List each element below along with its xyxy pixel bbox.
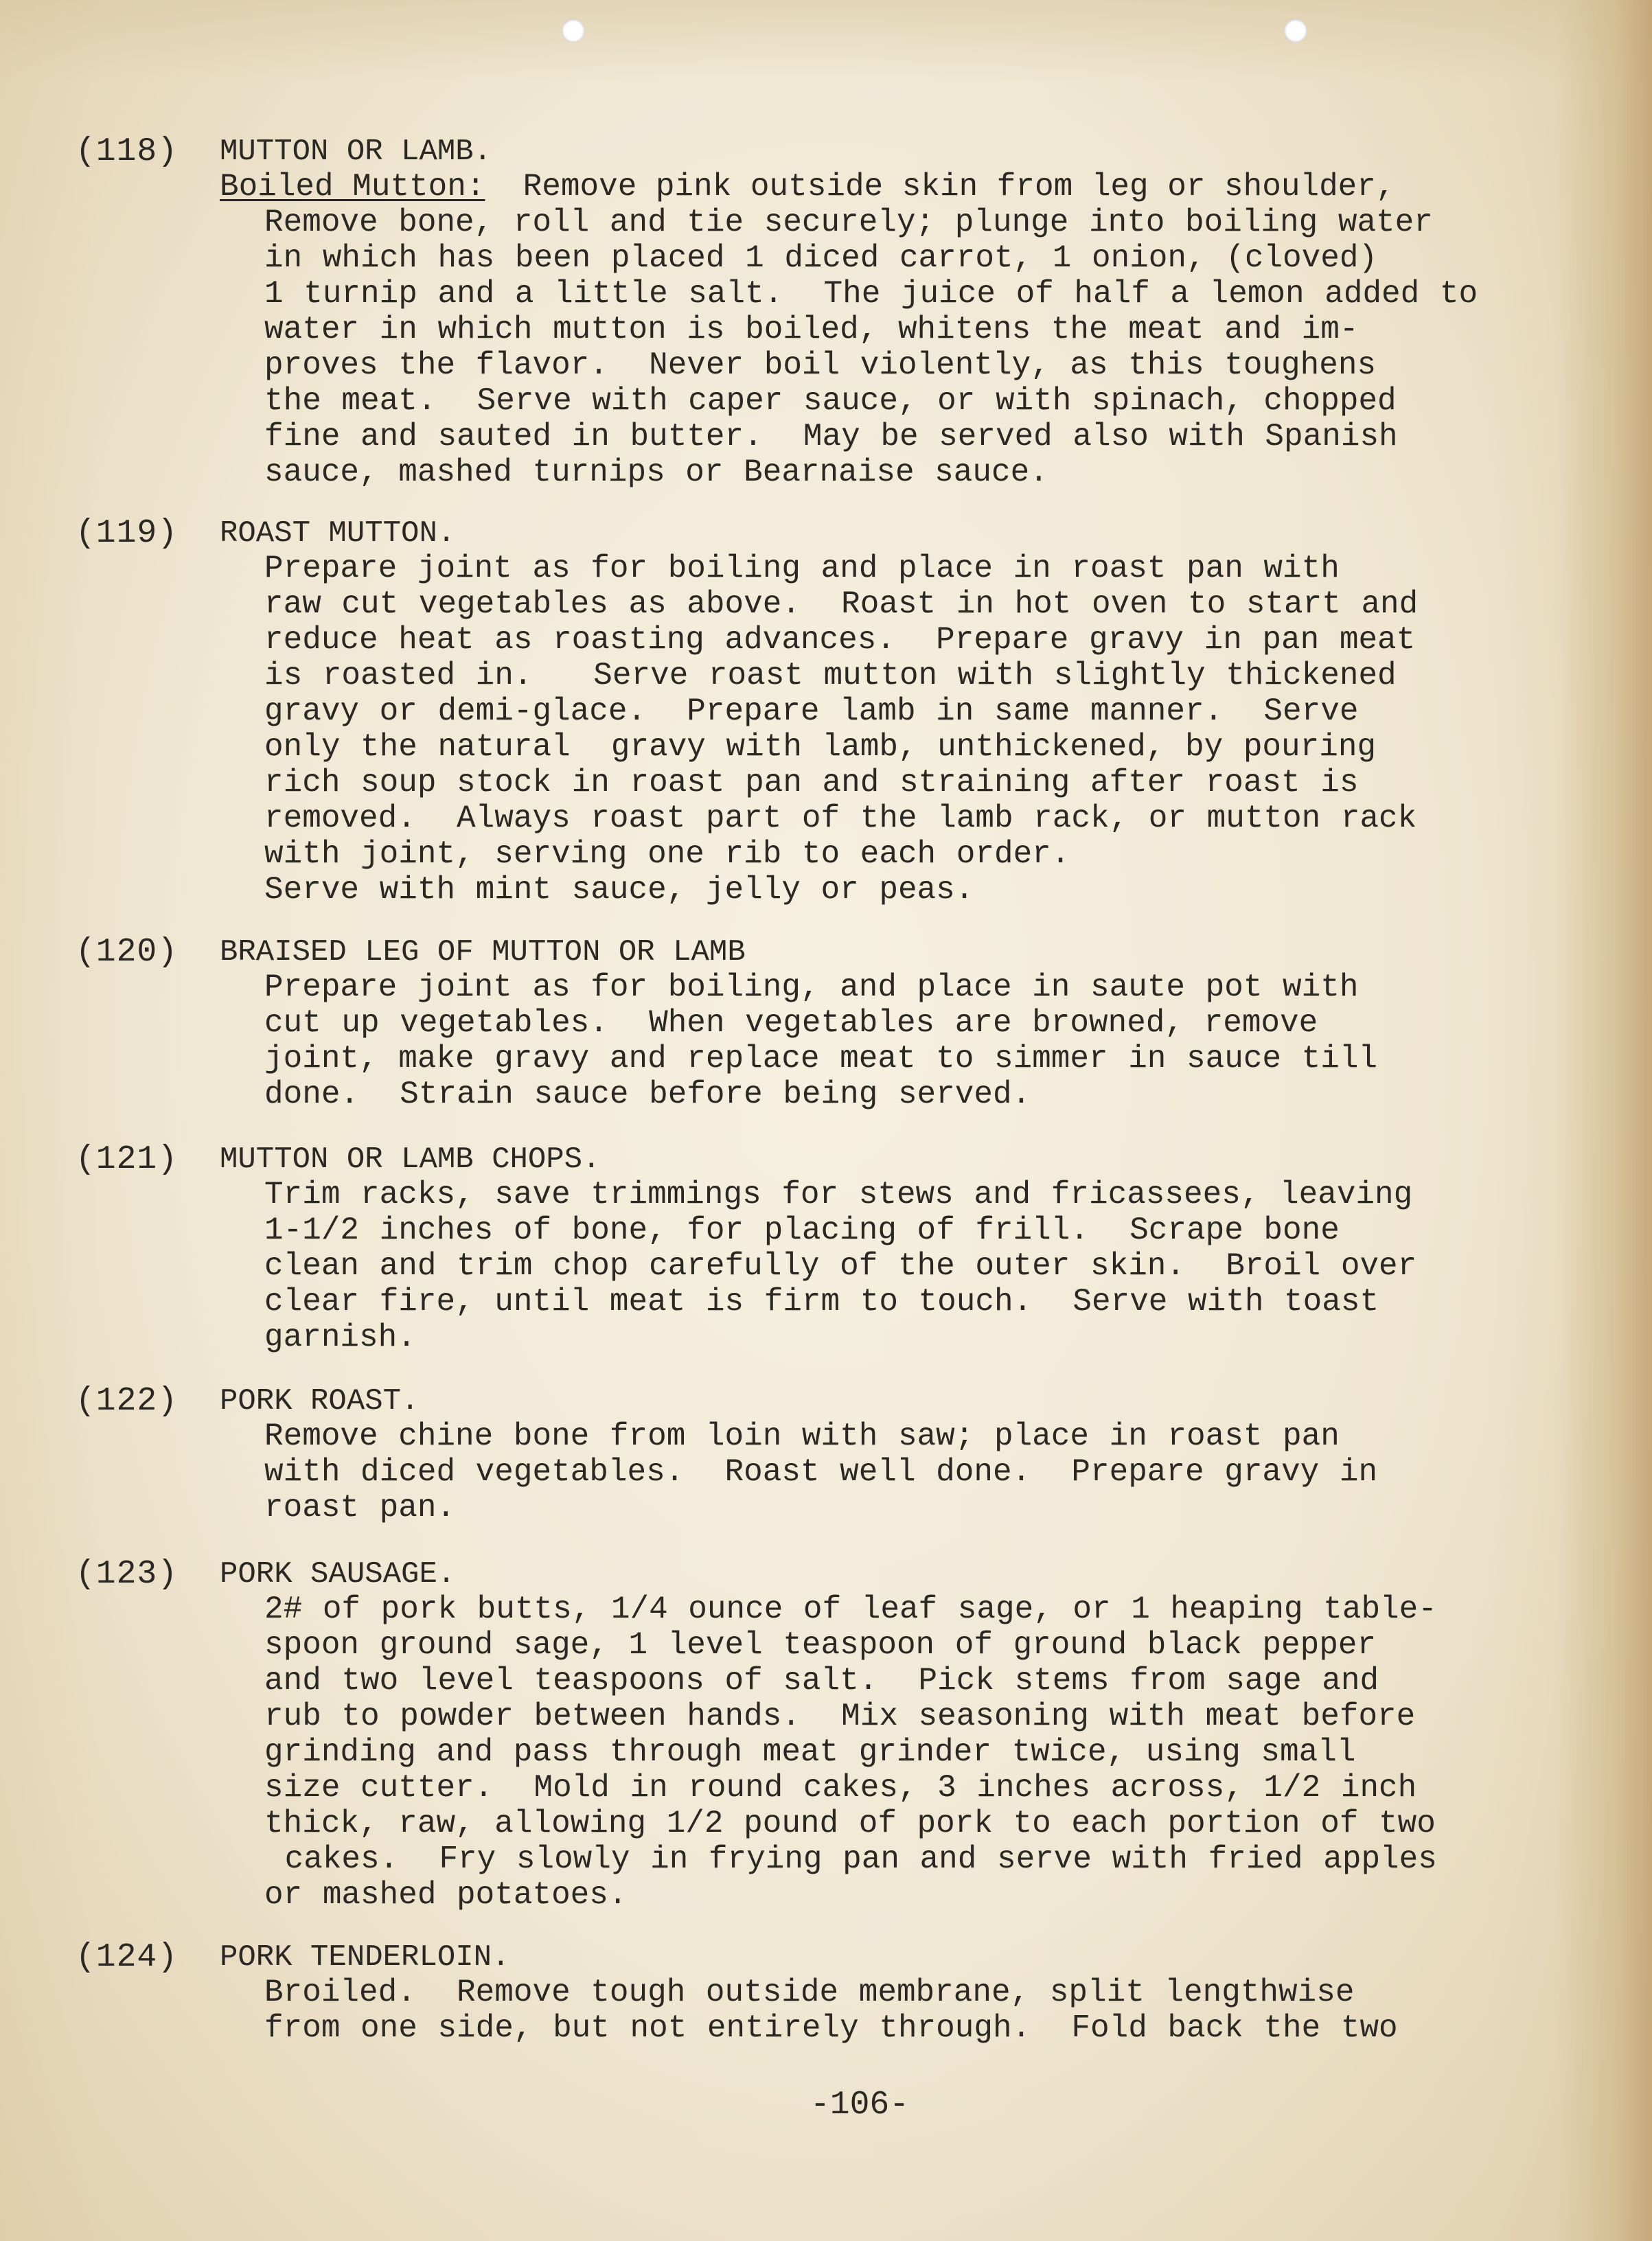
text-line: size cutter. Mold in round cakes, 3 inches across, 1/2 inch — [264, 1770, 1417, 1806]
text-line: done. Strain sauce before being served. — [264, 1077, 1031, 1112]
text-line: clean and trim chop carefully of the outer skin. Broil over — [264, 1248, 1417, 1284]
text-line: grinding and pass through meat grinder twice, using small — [264, 1734, 1356, 1770]
text-line: gravy or demi-glace. Prepare lamb in same manner. Serve — [264, 693, 1359, 729]
text-line: proves the flavor. Never boil violently, as this toughens — [264, 347, 1377, 383]
paper-top-stain — [0, 0, 1652, 82]
text-line: 1-1/2 inches of bone, for placing of frill. Scrape bone — [264, 1213, 1340, 1248]
text-line: or mashed potatoes. — [264, 1877, 628, 1913]
recipe-title: MUTTON OR LAMB. — [220, 135, 492, 169]
text-line: with joint, serving one rib to each order. — [264, 836, 1070, 872]
text-line: Prepare joint as for boiling and place in roast pan with — [264, 551, 1340, 586]
page-number: -106- — [810, 2087, 910, 2124]
text-line: removed. Always roast part of the lamb rack, or mutton rack — [264, 801, 1417, 836]
recipe-number: (124) — [76, 1939, 179, 1976]
text-line: 1 turnip and a little salt. The juice of half a lemon added to — [264, 276, 1478, 312]
recipe-title: PORK SAUSAGE. — [220, 1557, 456, 1591]
recipe-body — [264, 1591, 1555, 1913]
paper-edge-stain — [1556, 0, 1652, 2241]
recipe-body — [264, 1418, 1555, 1526]
text-line: clear fire, until meat is firm to touch. Serve with toast — [264, 1284, 1379, 1320]
text-line: reduce heat as roasting advances. Prepare gravy in pan meat — [264, 622, 1416, 658]
text-line: roast pan. — [264, 1490, 456, 1526]
recipe-body — [264, 969, 1555, 1112]
text-line: cut up vegetables. When vegetables are browned, remove — [264, 1005, 1318, 1041]
recipe-number: (119) — [76, 515, 179, 552]
text-line: Remove bone, roll and tie securely; plunge into boiling water — [264, 205, 1433, 240]
recipe-lead-text: Remove pink outside skin from leg or shoulder, — [485, 169, 1395, 205]
recipe-number: (120) — [76, 934, 179, 971]
text-line: only the natural gravy with lamb, unthickened, by pouring — [264, 729, 1377, 765]
recipe-number: (123) — [76, 1556, 179, 1593]
recipe-title: PORK TENDERLOIN. — [220, 1940, 510, 1975]
text-line: fine and sauted in butter. May be served also with Spanish — [264, 419, 1398, 455]
text-line: with diced vegetables. Roast well done. Prepare gravy in — [264, 1454, 1378, 1490]
recipe-subheading: Boiled Mutton: — [220, 169, 485, 205]
recipe-body — [264, 205, 1555, 490]
text-line: the meat. Serve with caper sauce, or with spinach, chopped — [264, 383, 1397, 419]
recipe-number: (118) — [76, 133, 179, 170]
text-line: 2# of pork butts, 1/4 ounce of leaf sage, or 1 heaping table- — [264, 1591, 1437, 1627]
recipe-body — [264, 551, 1555, 908]
text-line: is roasted in. Serve roast mutton with slightly thickened — [264, 658, 1397, 693]
text-line: rich soup stock in roast pan and straining after roast is — [264, 765, 1359, 801]
text-line: in which has been placed 1 diced carrot, 1 onion, (cloved) — [264, 240, 1378, 276]
recipe-title: ROAST MUTTON. — [220, 516, 456, 551]
recipe-number: (121) — [76, 1141, 179, 1178]
text-line: rub to powder between hands. Mix seasoning with meat before — [264, 1699, 1416, 1734]
punch-hole-right — [1284, 19, 1307, 43]
text-line: Broiled. Remove tough outside membrane, split lengthwise — [264, 1975, 1355, 2010]
recipe-title: PORK ROAST. — [220, 1384, 420, 1418]
recipe-title: MUTTON OR LAMB CHOPS. — [220, 1142, 601, 1177]
text-line: Trim racks, save trimmings for stews and fricassees, leaving — [264, 1177, 1413, 1213]
text-line: Prepare joint as for boiling, and place in saute pot with — [264, 969, 1359, 1005]
recipe-lead-line — [220, 169, 1395, 205]
text-line: and two level teaspoons of salt. Pick stems from sage and — [264, 1663, 1379, 1699]
text-line: spoon ground sage, 1 level teaspoon of ground black pepper — [264, 1627, 1377, 1663]
recipe-number: (122) — [76, 1383, 179, 1420]
text-line: from one side, but not entirely through. Fold back the two — [264, 2010, 1398, 2046]
text-line: raw cut vegetables as above. Roast in hot oven to start and — [264, 586, 1419, 622]
text-line: thick, raw, allowing 1/2 pound of pork to each portion of two — [264, 1806, 1436, 1841]
text-line: cakes. Fry slowly in frying pan and serve with fried apples — [264, 1841, 1437, 1877]
text-line: sauce, mashed turnips or Bearnaise sauce. — [264, 455, 1048, 490]
text-line: Remove chine bone from loin with saw; place in roast pan — [264, 1418, 1340, 1454]
punch-hole-left — [562, 19, 585, 43]
text-line: joint, make gravy and replace meat to simmer in sauce till — [264, 1041, 1378, 1077]
text-line: garnish. — [264, 1320, 416, 1355]
recipe-body — [264, 1975, 1555, 2046]
recipe-body — [264, 1177, 1555, 1355]
recipe-title: BRAISED LEG OF MUTTON OR LAMB — [220, 935, 746, 969]
text-line: Serve with mint sauce, jelly or peas. — [264, 872, 974, 908]
text-line: water in which mutton is boiled, whitens the meat and im- — [264, 312, 1359, 347]
